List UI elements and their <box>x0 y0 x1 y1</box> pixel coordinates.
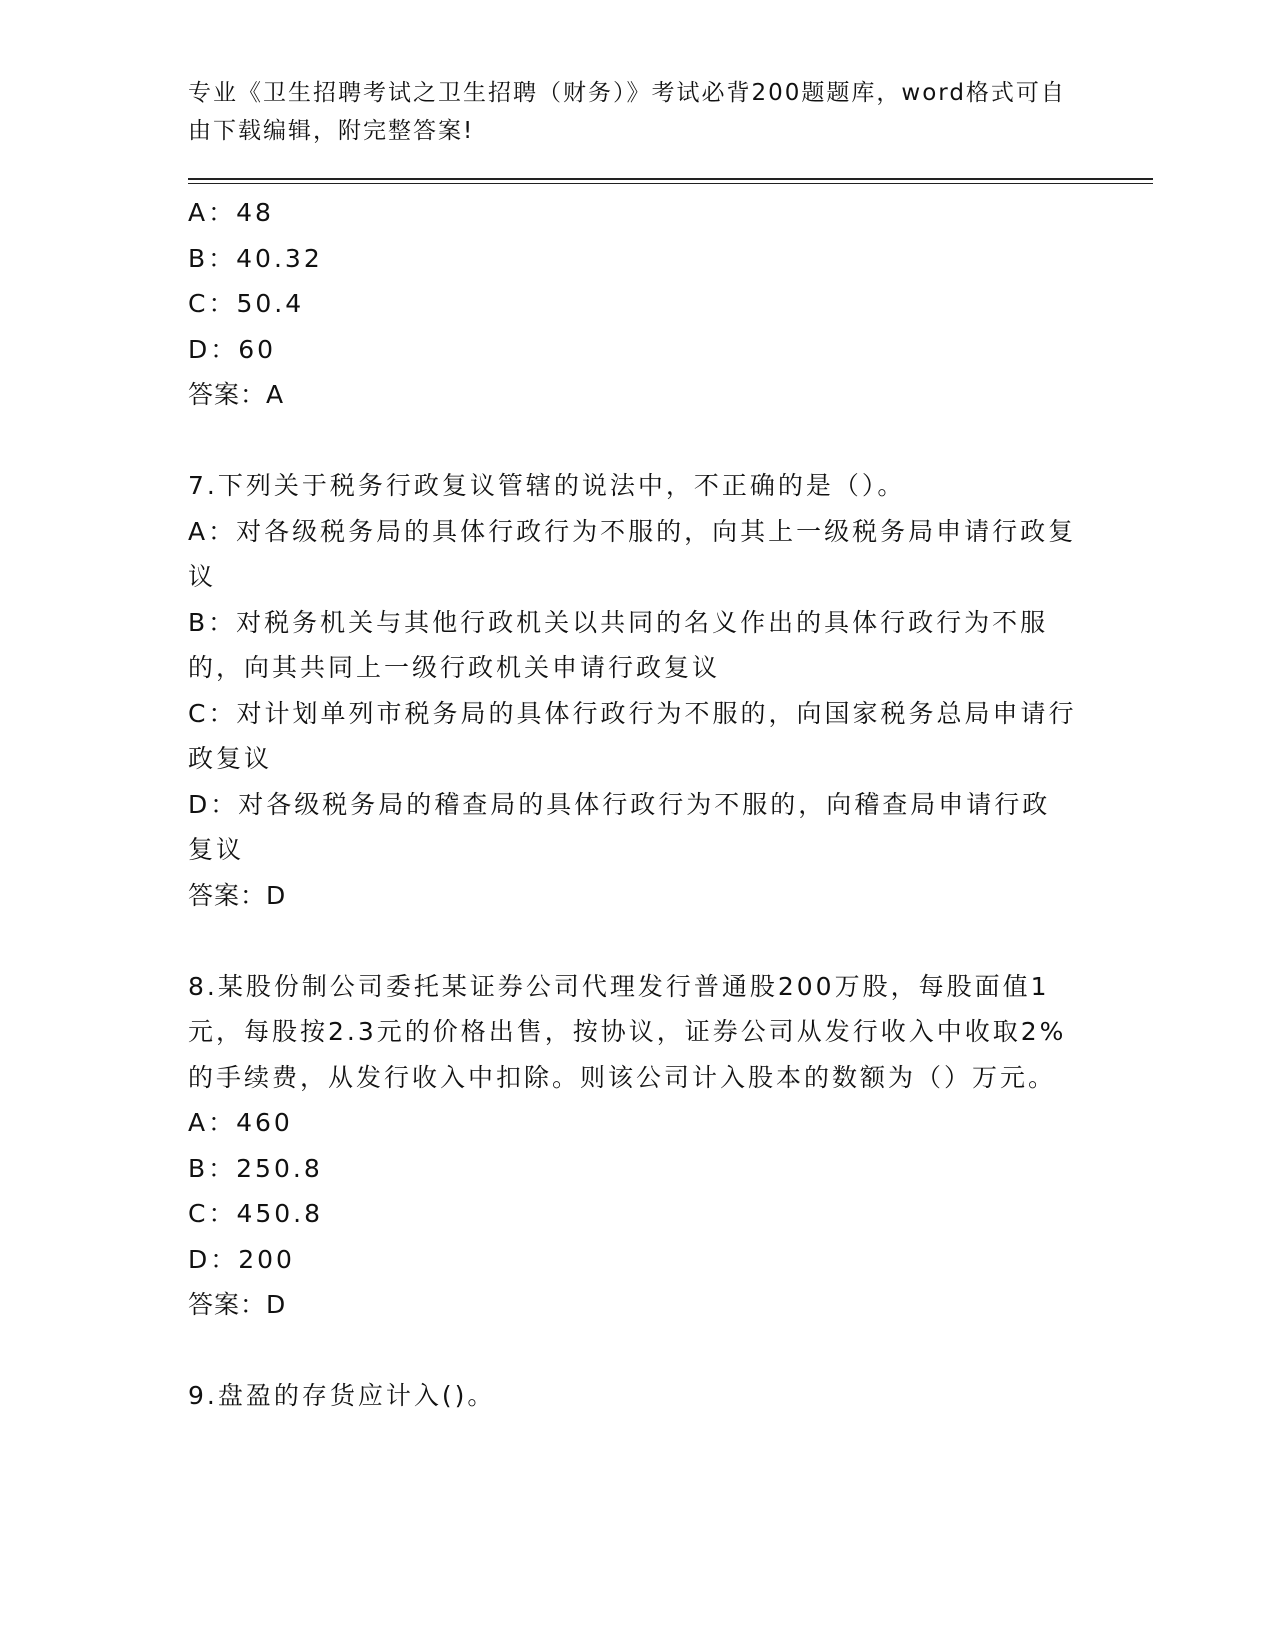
answer-text: 答案：A <box>188 380 285 409</box>
spacer <box>188 1328 1078 1374</box>
header-divider <box>188 178 1153 180</box>
option-b: B：40.32 <box>188 243 323 273</box>
question-9 <box>188 1373 1078 1419</box>
answer-text: 答案：D <box>188 1290 287 1319</box>
option-c: C：对计划单列市税务局的具体行政行为不服的，向国家税务总局申请行政复议 <box>188 698 1077 773</box>
spacer <box>188 418 1078 464</box>
question-7 <box>188 463 1078 918</box>
option-a: A：460 <box>188 1108 293 1137</box>
option-d: D：60 <box>188 334 277 364</box>
question-text: 9.盘盈的存货应计入()。 <box>188 1381 496 1410</box>
option-b: B：对税务机关与其他行政机关以共同的名义作出的具体行政行为不服的，向其共同上一级行政机关申请行政复议 <box>188 607 1049 682</box>
option-c: C：50.4 <box>188 289 305 318</box>
question-text: 7.下列关于税务行政复议管辖的说法中，不正确的是（）。 <box>188 471 906 500</box>
answer-text: 答案：D <box>188 880 287 910</box>
option-a: A：48 <box>188 198 274 227</box>
question-8 <box>188 964 1078 1328</box>
spacer <box>188 918 1078 964</box>
question-6 <box>188 190 1078 418</box>
option-d: D：200 <box>188 1244 295 1274</box>
header-divider-thin <box>188 183 1153 184</box>
option-c: C：450.8 <box>188 1199 324 1228</box>
question-list <box>188 190 1078 1419</box>
option-b: B：250.8 <box>188 1153 323 1183</box>
option-a: A：对各级税务局的具体行政行为不服的，向其上一级税务局申请行政复议 <box>188 516 1077 591</box>
option-d: D：对各级税务局的稽查局的具体行政行为不服的，向稽查局申请行政复议 <box>188 789 1051 864</box>
document-header: 专业《卫生招聘考试之卫生招聘（财务）》考试必背200题题库，word格式可自由下载编辑，附完整答案! <box>188 80 1066 144</box>
question-text: 8.某股份制公司委托某证券公司代理发行普通股200万股，每股面值1元，每股按2.3元的价格出售，按协议，证券公司从发行收入中收取2%的手续费，从发行收入中扣除。则该公司计入股本的数额为（）万元。 <box>188 971 1067 1092</box>
